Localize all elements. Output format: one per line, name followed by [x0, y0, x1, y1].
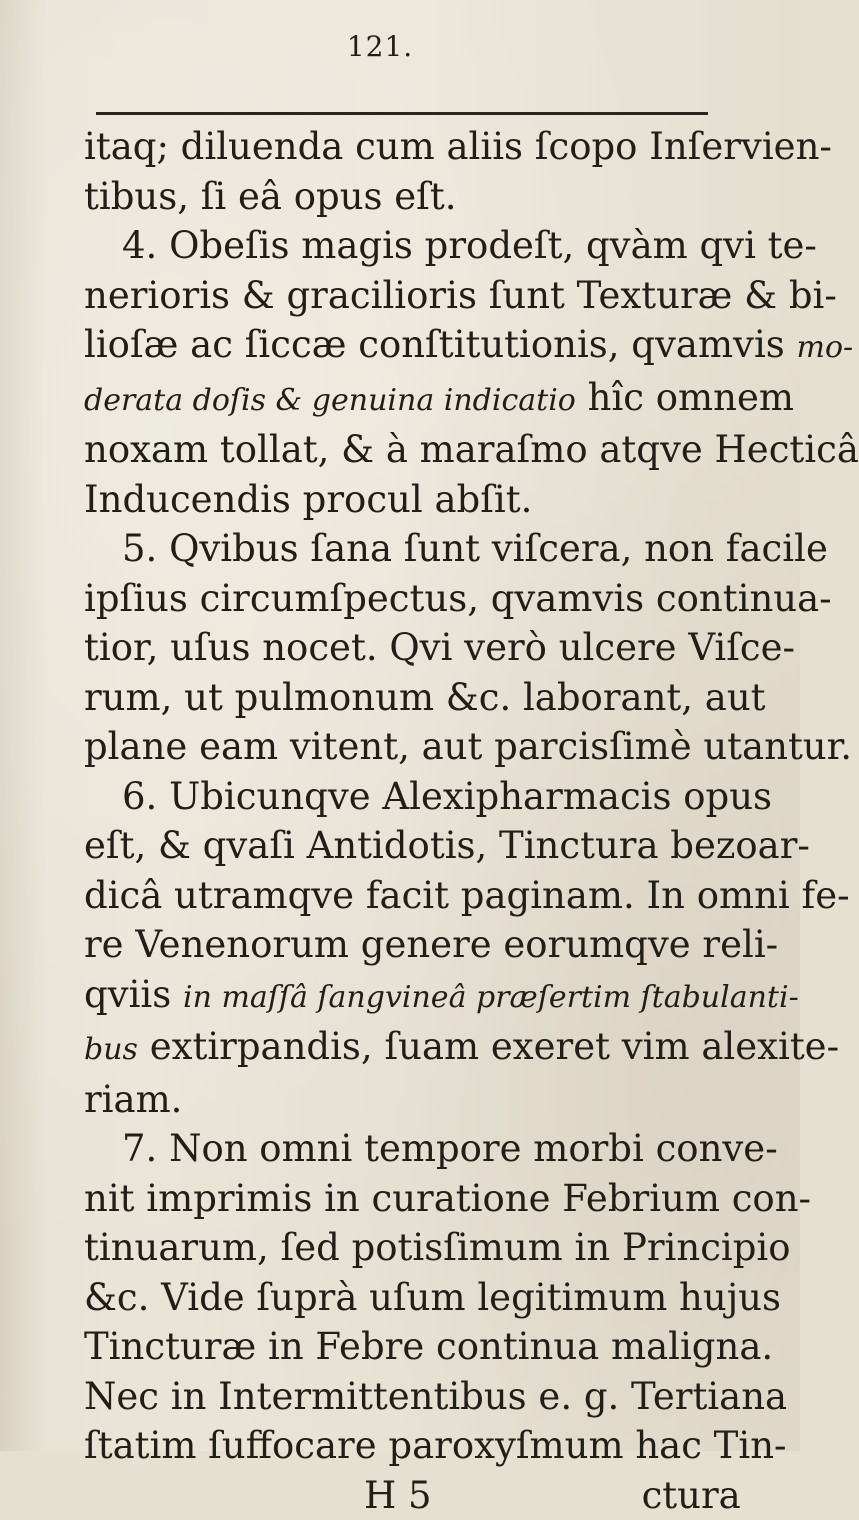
- body-text: [84, 122, 764, 1520]
- catchword: ctura: [642, 1474, 741, 1517]
- header-rule: [96, 112, 708, 115]
- text-run: qviis: [84, 973, 171, 1016]
- text-line: rum, ut pulmonum &c. laborant, aut: [84, 673, 764, 723]
- italic-run: bus: [84, 1032, 138, 1067]
- page-number: 121.: [0, 30, 780, 63]
- text-line: nit imprimis in curatione Febrium con-: [84, 1174, 764, 1224]
- text-line: Nec in Intermittentibus e. g. Tertiana: [84, 1372, 764, 1422]
- text-line: [84, 373, 764, 426]
- italic-run: in maſſâ ſangvineâ præſertim ſtabulanti-: [183, 980, 799, 1015]
- text-line: [84, 320, 764, 373]
- text-line: dicâ utramqve facit paginam. In omni fe-: [84, 871, 764, 921]
- text-line: ſtatim ſuffocare paroxyſmum hac Tin-: [84, 1421, 764, 1471]
- text-run: extirpandis, ſuam exeret vim alexite-: [150, 1025, 839, 1068]
- text-line: 7. Non omni tempore morbi conve-: [84, 1124, 764, 1174]
- text-run: hîc omnem: [576, 376, 794, 419]
- italic-run: mo-: [797, 330, 854, 365]
- text-line: 6. Ubicunqve Alexipharmacis opus: [84, 772, 764, 822]
- text-run: lioſæ ac ſiccæ conſtitutionis, qvamvis: [84, 323, 785, 366]
- signature-line: [84, 1471, 764, 1520]
- text-line: plane eam vitent, aut parcisſimè utantur.: [84, 722, 764, 772]
- text-line: tinuarum, ſed potisſimum in Principio: [84, 1223, 764, 1273]
- text-line: eſt, & qvaſi Antidotis, Tinctura bezoar-: [84, 821, 764, 871]
- text-line: [84, 1022, 764, 1075]
- signature-mark: H 5: [364, 1474, 432, 1517]
- text-line: re Venenorum genere eorumqve reli-: [84, 920, 764, 970]
- text-line: tior, uſus nocet. Qvi verò ulcere Viſce-: [84, 623, 764, 673]
- italic-run: derata doſis & genuina indicatio: [84, 383, 576, 418]
- text-line: Inducendis procul abſit.: [84, 475, 764, 525]
- text-line: &c. Vide ſuprà uſum legitimum hujus: [84, 1273, 764, 1323]
- text-line: tibus, ſi eâ opus eſt.: [84, 172, 764, 222]
- text-line: nerioris & gracilioris ſunt Texturæ & bi-: [84, 271, 764, 321]
- text-line: noxam tollat, & à maraſmo atqve Hecticâ: [84, 425, 764, 475]
- text-line: itaq; diluenda cum aliis ſcopo Inſervien-: [84, 122, 764, 172]
- text-line: [84, 970, 764, 1023]
- text-line: Tincturæ in Febre continua maligna.: [84, 1322, 764, 1372]
- text-line: 4. Obeſis magis prodeſt, qvàm qvi te-: [84, 221, 764, 271]
- text-line: 5. Qvibus ſana ſunt viſcera, non facile: [84, 524, 764, 574]
- text-line: ipſius circumſpectus, qvamvis continua-: [84, 574, 764, 624]
- text-line: riam.: [84, 1075, 764, 1125]
